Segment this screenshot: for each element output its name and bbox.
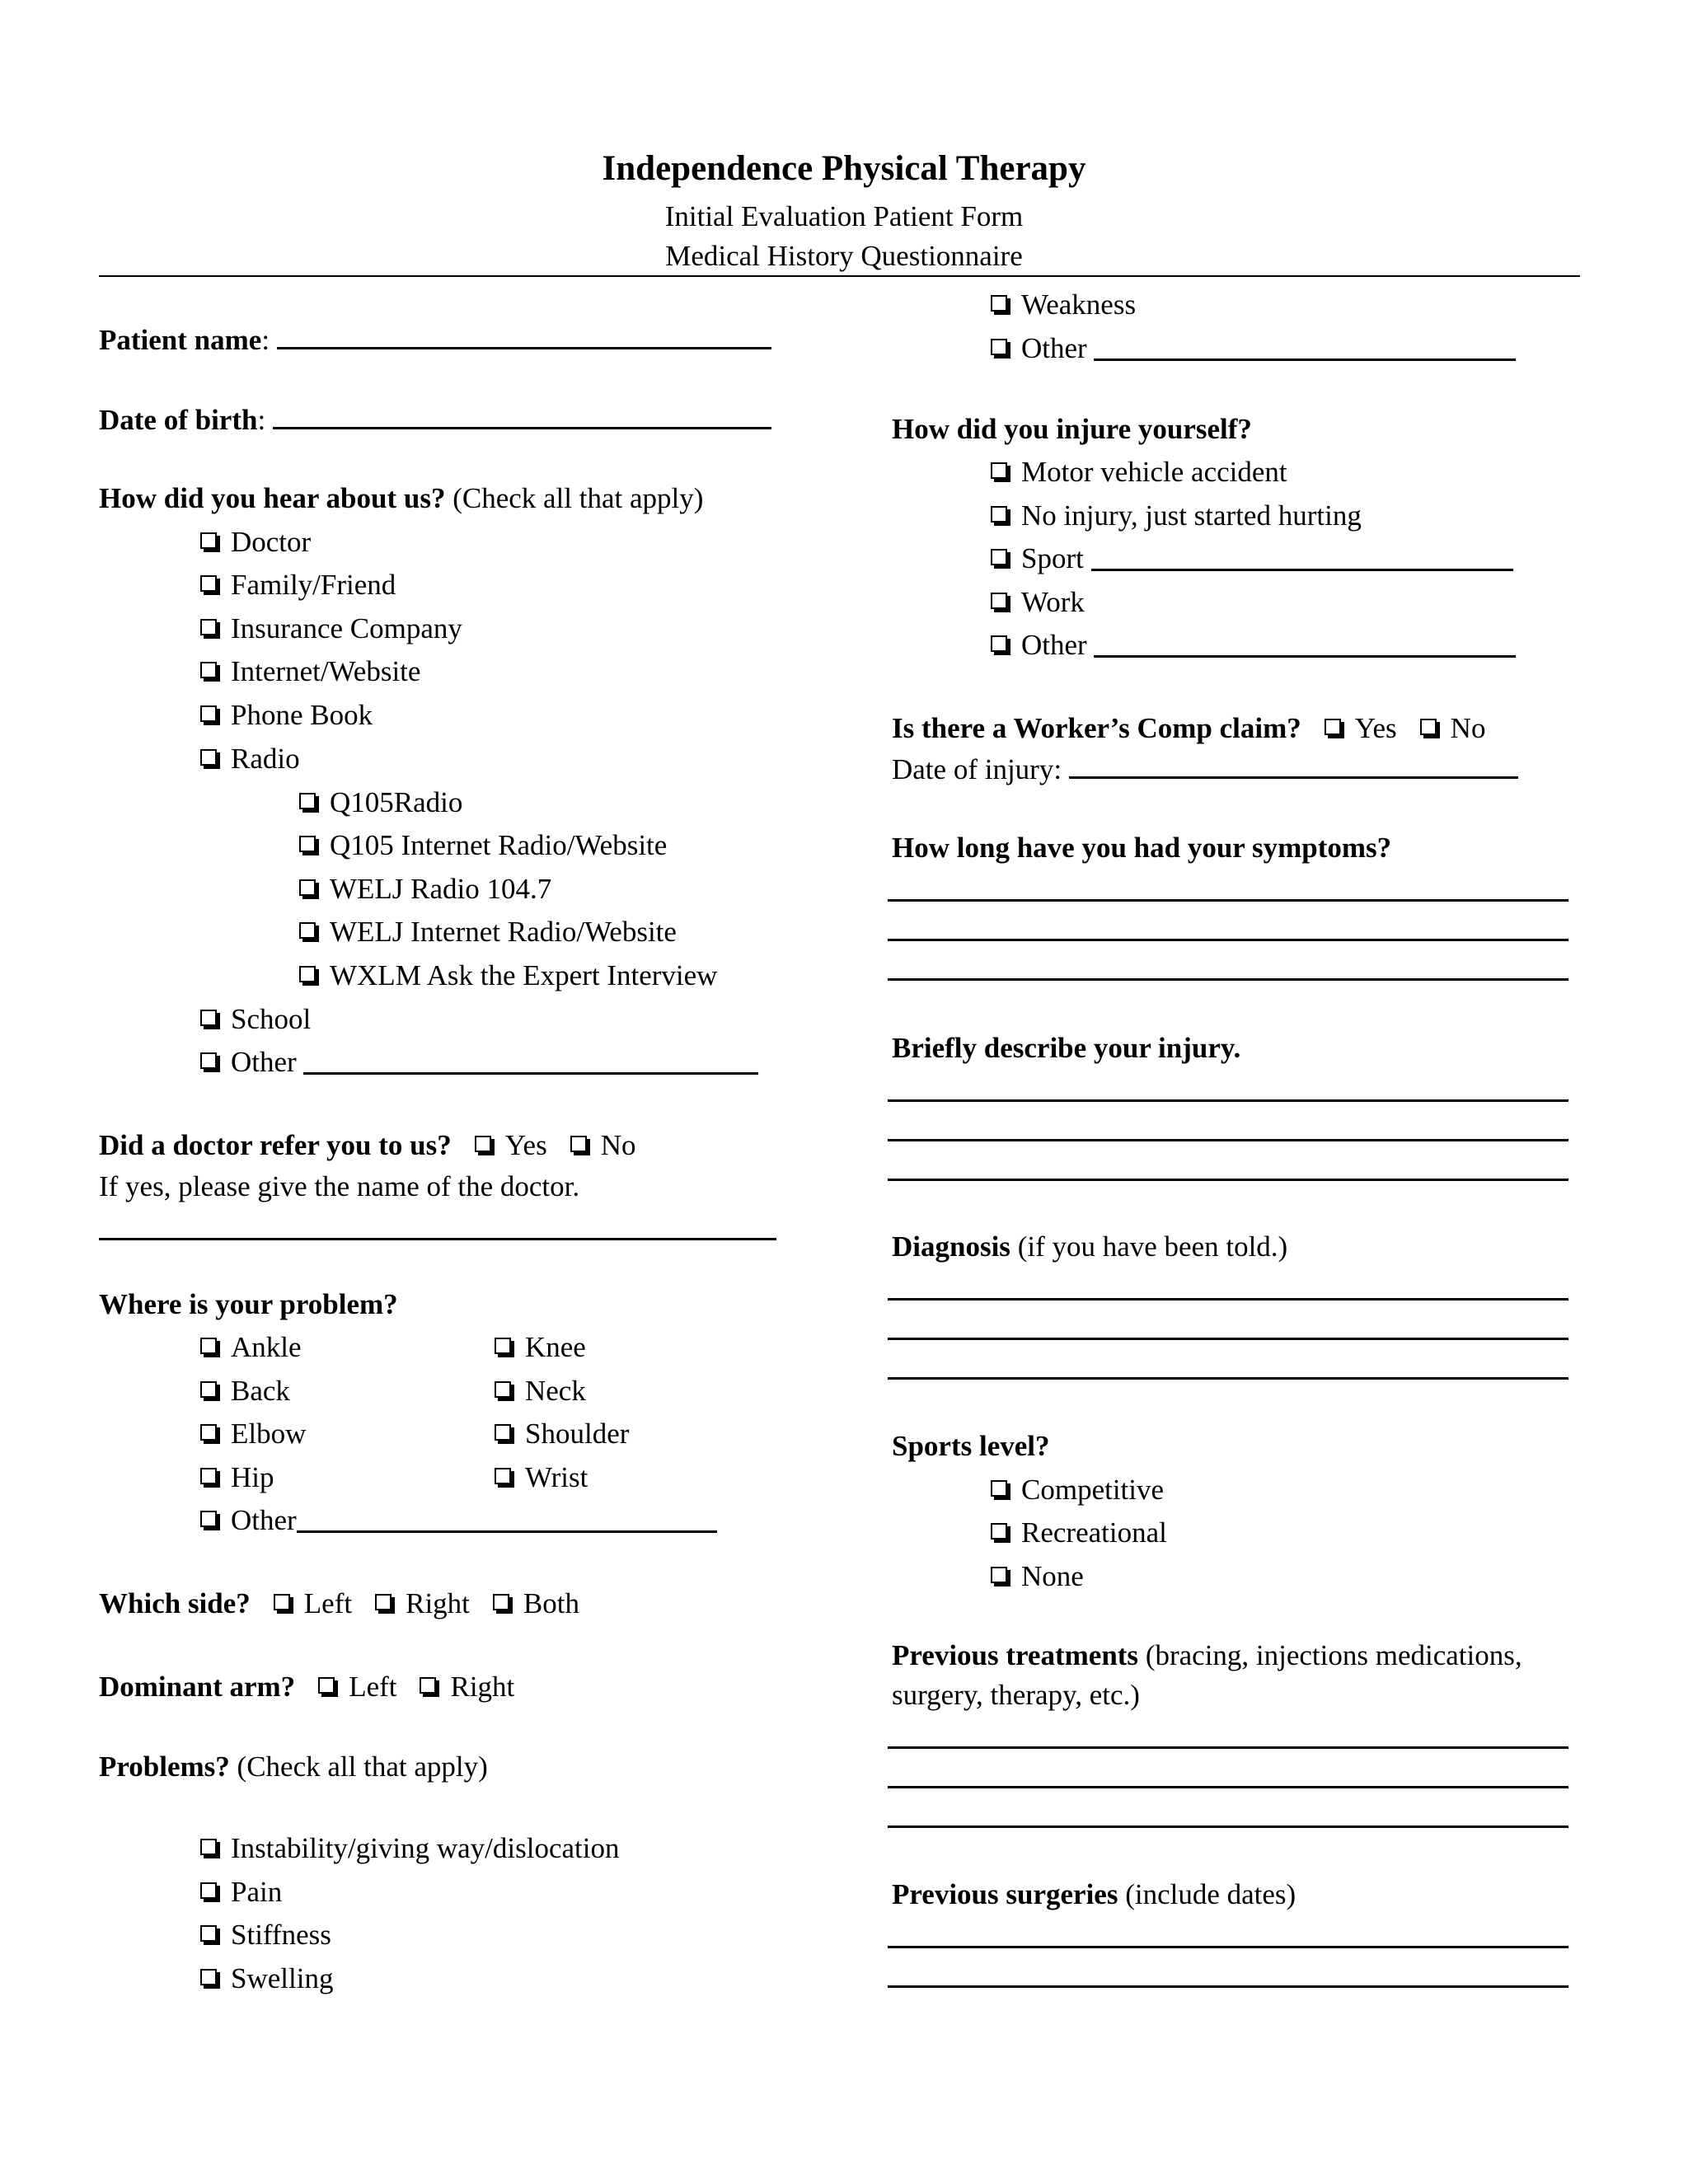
sports-option-competitive[interactable]: Competitive xyxy=(991,1475,1164,1504)
form-subtitle-2: Medical History Questionnaire xyxy=(665,240,1023,272)
injure-option-sport[interactable]: Sport xyxy=(991,544,1513,573)
injure-option-motor[interactable]: Motor vehicle accident xyxy=(991,457,1287,486)
problems-option-swelling[interactable]: Swelling xyxy=(200,1964,333,1993)
dominant-left-checkbox[interactable] xyxy=(318,1677,335,1694)
checkbox[interactable] xyxy=(200,1969,217,1985)
patient-name-label: Patient name xyxy=(99,324,262,356)
problem-option-knee[interactable]: Knee xyxy=(495,1333,586,1361)
diagnosis-line[interactable] xyxy=(888,1338,1568,1340)
injure-question: How did you injure yourself? xyxy=(892,413,1252,445)
diagnosis-line[interactable] xyxy=(888,1377,1568,1380)
referral-no-checkbox[interactable] xyxy=(570,1136,587,1152)
problem-option-wrist[interactable]: Wrist xyxy=(495,1463,588,1492)
radio-option-welj[interactable]: WELJ Radio 104.7 xyxy=(299,874,551,903)
dominant-question: Dominant arm? xyxy=(99,1671,296,1703)
checkbox[interactable] xyxy=(200,749,217,766)
referral-question: Did a doctor refer you to us? xyxy=(99,1129,452,1161)
treatments-line[interactable] xyxy=(888,1825,1568,1828)
checkbox[interactable] xyxy=(200,1424,217,1441)
treatments-note: surgery, therapy, etc.) xyxy=(892,1679,1140,1711)
checkbox[interactable] xyxy=(991,506,1007,523)
diagnosis-line[interactable] xyxy=(888,1298,1568,1301)
dominant-row: Dominant arm? Left Right xyxy=(99,1671,515,1703)
radio-option-q105[interactable]: Q105Radio xyxy=(299,788,462,817)
diagnosis-question: Diagnosis (if you have been told.) xyxy=(892,1230,1288,1263)
checkbox[interactable] xyxy=(991,1523,1007,1540)
hear-question: How did you hear about us? (Check all that apply) xyxy=(99,482,704,514)
checkbox[interactable] xyxy=(200,1925,217,1942)
hear-option-phonebook[interactable]: Phone Book xyxy=(200,701,373,729)
problem-option-hip[interactable]: Hip xyxy=(200,1463,274,1492)
checkbox[interactable] xyxy=(495,1468,511,1484)
hear-option-internet[interactable]: Internet/Website xyxy=(200,657,420,686)
hear-option-other[interactable]: Other xyxy=(200,1047,758,1076)
problem-option-other[interactable]: Other xyxy=(200,1506,717,1535)
problem-option-shoulder[interactable]: Shoulder xyxy=(495,1419,629,1448)
dob-row: Date of birth: xyxy=(99,404,771,434)
checkbox[interactable] xyxy=(299,793,316,809)
radio-option-welj-internet[interactable]: WELJ Internet Radio/Website xyxy=(299,917,677,946)
checkbox[interactable] xyxy=(299,836,316,852)
describe-question: Briefly describe your injury. xyxy=(892,1032,1241,1064)
side-row: Which side? Left Right Both xyxy=(99,1587,579,1619)
problems-question: Problems? (Check all that apply) xyxy=(99,1750,488,1783)
checkbox[interactable] xyxy=(200,619,217,635)
radio-option-wxlm[interactable]: WXLM Ask the Expert Interview xyxy=(299,961,717,990)
problems-other-field[interactable] xyxy=(1094,335,1516,361)
side-right-checkbox[interactable] xyxy=(375,1594,392,1610)
surgeries-line[interactable] xyxy=(888,1946,1568,1948)
side-question: Which side? xyxy=(99,1587,251,1619)
checkbox[interactable] xyxy=(495,1338,511,1354)
checkbox[interactable] xyxy=(991,1567,1007,1583)
problem-other-field[interactable] xyxy=(297,1507,717,1533)
surgeries-line[interactable] xyxy=(888,1985,1568,1988)
dominant-right-checkbox[interactable] xyxy=(420,1677,436,1694)
injure-option-no-injury[interactable]: No injury, just started hurting xyxy=(991,501,1362,530)
side-left-checkbox[interactable] xyxy=(274,1594,290,1610)
symptoms-line[interactable] xyxy=(888,899,1568,902)
surgeries-question: Previous surgeries (include dates) xyxy=(892,1878,1296,1910)
referral-doctor-field[interactable] xyxy=(99,1238,776,1240)
injury-date-label: Date of injury: xyxy=(892,753,1062,785)
injure-sport-field[interactable] xyxy=(1091,546,1513,571)
hear-option-radio[interactable]: Radio xyxy=(200,744,300,773)
checkbox[interactable] xyxy=(299,879,316,896)
symptoms-line[interactable] xyxy=(888,939,1568,941)
comp-no-checkbox[interactable] xyxy=(1420,719,1437,735)
describe-line[interactable] xyxy=(888,1099,1568,1102)
problem-question: Where is your problem? xyxy=(99,1288,398,1320)
treatments-line[interactable] xyxy=(888,1746,1568,1749)
injure-option-work[interactable]: Work xyxy=(991,588,1085,616)
checkbox[interactable] xyxy=(991,1480,1007,1497)
side-both-checkbox[interactable] xyxy=(493,1594,509,1610)
problems-option-pain[interactable]: Pain xyxy=(200,1877,282,1906)
checkbox[interactable] xyxy=(495,1381,511,1398)
treatments-line[interactable] xyxy=(888,1786,1568,1788)
checkbox[interactable] xyxy=(991,593,1007,609)
checkbox[interactable] xyxy=(200,1511,217,1527)
hear-option-doctor[interactable]: Doctor xyxy=(200,527,311,556)
checkbox[interactable] xyxy=(200,1839,217,1855)
checkbox[interactable] xyxy=(200,1882,217,1899)
checkbox[interactable] xyxy=(200,1338,217,1354)
problem-option-elbow[interactable]: Elbow xyxy=(200,1419,306,1448)
checkbox[interactable] xyxy=(299,922,316,939)
referral-row: Did a doctor refer you to us? Yes No xyxy=(99,1129,636,1161)
injury-date-field[interactable] xyxy=(1069,753,1518,779)
problems-option-stiffness[interactable]: Stiffness xyxy=(200,1920,331,1949)
hear-option-insurance[interactable]: Insurance Company xyxy=(200,614,462,643)
checkbox[interactable] xyxy=(200,1468,217,1484)
checkbox[interactable] xyxy=(200,662,217,678)
sports-option-recreational[interactable]: Recreational xyxy=(991,1518,1167,1547)
checkbox[interactable] xyxy=(991,462,1007,479)
problem-option-neck[interactable]: Neck xyxy=(495,1376,586,1405)
form-subtitle: Initial Evaluation Patient Form xyxy=(664,200,1024,232)
checkbox[interactable] xyxy=(991,635,1007,652)
checkbox[interactable] xyxy=(200,1381,217,1398)
hear-option-family[interactable]: Family/Friend xyxy=(200,570,396,599)
problem-option-back[interactable]: Back xyxy=(200,1376,290,1405)
form-title: Independence Physical Therapy xyxy=(602,149,1086,188)
patient-name-field[interactable] xyxy=(277,324,771,349)
describe-line[interactable] xyxy=(888,1179,1568,1181)
comp-yes-checkbox[interactable] xyxy=(1325,719,1341,735)
comp-question: Is there a Worker’s Comp claim? xyxy=(892,712,1301,744)
radio-option-q105-internet[interactable]: Q105 Internet Radio/Website xyxy=(299,831,667,860)
problems-option-weakness[interactable]: Weakness xyxy=(991,290,1136,319)
dob-field[interactable] xyxy=(273,404,771,429)
sports-option-none[interactable]: None xyxy=(991,1562,1084,1591)
symptoms-question: How long have you had your symptoms? xyxy=(892,832,1392,864)
checkbox[interactable] xyxy=(991,549,1007,565)
referral-followup: If yes, please give the name of the doctor. xyxy=(99,1170,580,1202)
dob-label: Date of birth xyxy=(99,404,258,436)
problems-option-instability[interactable]: Instability/giving way/dislocation xyxy=(200,1834,619,1863)
sports-question: Sports level? xyxy=(892,1430,1050,1462)
checkbox[interactable] xyxy=(991,295,1007,312)
header-divider xyxy=(99,275,1580,277)
checkbox[interactable] xyxy=(200,705,217,722)
hear-other-field[interactable] xyxy=(303,1049,758,1075)
referral-yes-checkbox[interactable] xyxy=(475,1136,491,1152)
problem-option-ankle[interactable]: Ankle xyxy=(200,1333,302,1361)
checkbox[interactable] xyxy=(495,1424,511,1441)
symptoms-line[interactable] xyxy=(888,978,1568,981)
patient-name-row: Patient name: xyxy=(99,324,771,354)
treatments-question: Previous treatments (bracing, injections medications, xyxy=(892,1639,1522,1671)
injury-date-row xyxy=(892,753,1518,784)
problems-option-other[interactable]: Other xyxy=(991,334,1516,363)
hear-option-school[interactable]: School xyxy=(200,1005,311,1033)
comp-row: Is there a Worker’s Comp claim? Yes No xyxy=(892,712,1486,744)
checkbox[interactable] xyxy=(200,532,217,549)
checkbox[interactable] xyxy=(200,1010,217,1026)
checkbox[interactable] xyxy=(200,575,217,592)
injure-option-other[interactable]: Other xyxy=(991,630,1516,659)
checkbox[interactable] xyxy=(299,966,316,982)
checkbox[interactable] xyxy=(991,339,1007,355)
describe-line[interactable] xyxy=(888,1139,1568,1141)
injure-other-field[interactable] xyxy=(1094,632,1516,658)
checkbox[interactable] xyxy=(200,1052,217,1069)
